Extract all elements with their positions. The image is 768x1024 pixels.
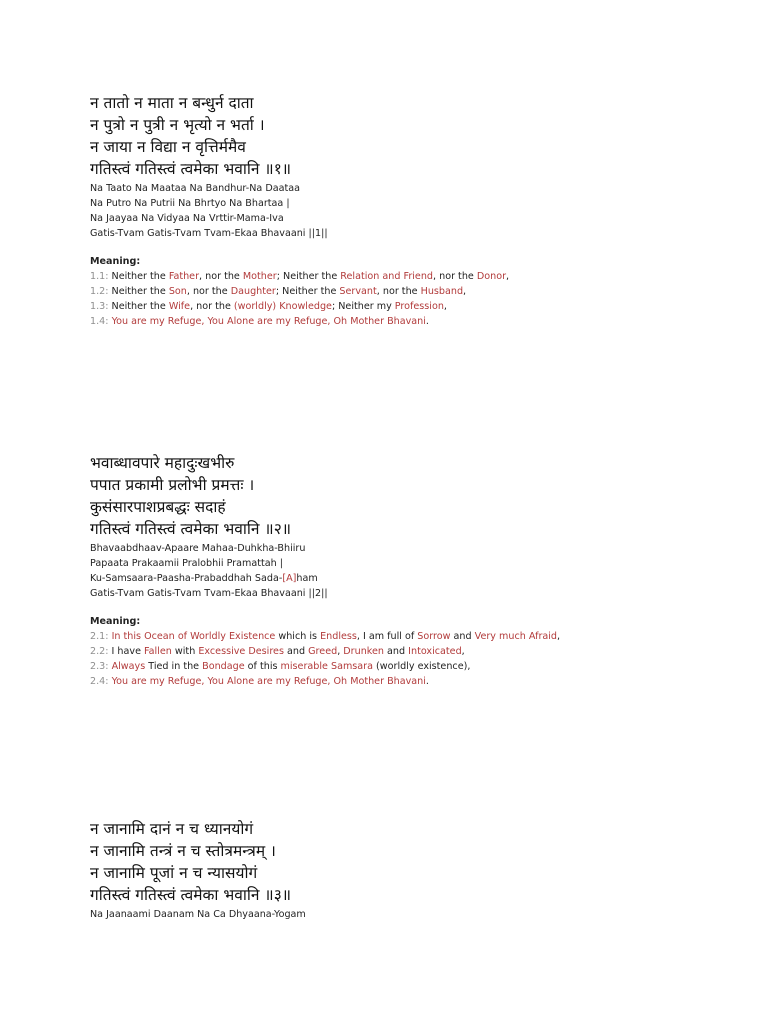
plain-text: Neither the [108,286,169,297]
plain-text: , nor the [199,271,243,282]
meaning-heading: Meaning: [90,616,141,627]
verse-1 [90,92,750,329]
meanings-list [90,629,750,689]
line-number: 2.1: [90,631,109,642]
plain-text: of this [244,661,281,672]
highlighted-text: You are my Refuge, You Alone are my Refuge, Oh Mother Bhavani [111,676,426,687]
meaning-line [90,284,750,299]
plain-text: , [337,646,344,657]
meaning-line [90,269,750,284]
highlighted-text: miserable Samsara [280,661,373,672]
highlighted-text: Donor [476,271,507,282]
highlighted-text: Sorrow [417,631,451,642]
meaning-line [90,314,750,329]
highlighted-text: Husband [420,286,464,297]
highlighted-text: Always [111,661,146,672]
highlighted-text: Profession [394,301,444,312]
sanskrit-line: गतिस्त्वं गतिस्त्वं त्वमेका भवानि ॥२॥ [90,520,292,538]
transliteration-line: Na Jaayaa Na Vidyaa Na Vrttir-Mama-Iva [90,213,284,224]
line-number: 2.4: [90,676,109,687]
plain-text: and [384,646,409,657]
highlighted-text: In this Ocean of Worldly Existence [111,631,276,642]
transliteration-line: Na Taato Na Maataa Na Bandhur-Na Daataa [90,183,300,194]
transliteration-line: Bhavaabdhaav-Apaare Mahaa-Duhkha-Bhiiru [90,543,306,554]
plain-text: which is [275,631,321,642]
meaning-line [90,644,750,659]
sanskrit-block [90,92,750,180]
line-number: 1.2: [90,286,109,297]
plain-text: . [425,316,429,327]
line-number: 2.2: [90,646,109,657]
plain-text: ham [296,573,318,584]
plain-text: and [283,646,309,657]
meaning-line [90,299,750,314]
sanskrit-block [90,818,750,906]
line-number: 1.3: [90,301,109,312]
sanskrit-line: पपात प्रकामी प्रलोभी प्रमत्तः । [90,476,255,494]
plain-text: Neither the [108,271,169,282]
sanskrit-line: न तातो न माता न बन्धुर्न दाता [90,94,254,112]
plain-text: Ku-Samsaara-Paasha-Prabaddhah Sada- [90,573,283,584]
sanskrit-line: गतिस्त्वं गतिस्त्वं त्वमेका भवानि ॥३॥ [90,886,292,904]
plain-text: ; Neither the [276,271,341,282]
meaning-line [90,629,750,644]
plain-text: , [443,301,447,312]
meaning-line [90,674,750,689]
plain-text: , [463,286,467,297]
meaning-line [90,659,750,674]
meaning-heading: Meaning: [90,256,141,267]
highlighted-text: Servant [339,286,377,297]
highlighted-text: Mother [242,271,277,282]
sanskrit-line: न जानामि पूजां न च न्यासयोगं [90,864,258,882]
plain-text: . [425,676,429,687]
highlighted-text: [A] [282,573,297,584]
plain-text: ; Neither the [275,286,340,297]
highlighted-text: Endless [320,631,357,642]
plain-text: , [461,646,465,657]
plain-text: , [506,271,510,282]
sanskrit-line: न जानामि दानं न च ध्यानयोगं [90,820,254,838]
highlighted-text: Father [168,271,200,282]
transliteration-line: Na Putro Na Putrii Na Bhrtyo Na Bhartaa | [90,198,290,209]
sanskrit-line: न पुत्रो न पुत्री न भृत्यो न भर्ता । [90,116,265,134]
line-number: 2.3: [90,661,109,672]
plain-text: , nor the [376,286,421,297]
line-number: 1.4: [90,316,109,327]
highlighted-text: Son [168,286,187,297]
highlighted-text: Fallen [144,646,172,657]
transliteration-block [90,181,750,241]
plain-text: , I am full of [356,631,418,642]
plain-text: and [450,631,475,642]
sanskrit-block [90,452,750,540]
plain-text: , [557,631,561,642]
transliteration-block [90,907,750,922]
transliteration-block [90,541,750,601]
highlighted-text: Excessive Desires [198,646,284,657]
highlighted-text: Bondage [202,661,245,672]
plain-text: Neither the [108,301,169,312]
highlighted-text: Wife [168,301,191,312]
transliteration-line: Papaata Prakaamii Pralobhii Pramattah | [90,558,284,569]
highlighted-text: (worldly) Knowledge [233,301,332,312]
highlighted-text: Drunken [343,646,384,657]
plain-text: , nor the [433,271,477,282]
verse-2 [90,452,750,689]
meanings-list [90,269,750,329]
plain-text: ; Neither my [331,301,395,312]
highlighted-text: Intoxicated [408,646,462,657]
transliteration-line [90,571,750,586]
transliteration-line: Gatis-Tvam Gatis-Tvam Tvam-Ekaa Bhavaani ||2|| [90,588,328,599]
sanskrit-line: भवाब्धावपारे महादुःखभीरु [90,454,235,472]
sanskrit-line: कुसंसारपाशप्रबद्धः सदाहं [90,498,226,516]
highlighted-text: You are my Refuge, You Alone are my Refuge, Oh Mother Bhavani [111,316,426,327]
highlighted-text: Relation and Friend [340,271,434,282]
plain-text: Tied in the [145,661,203,672]
highlighted-text: Daughter [230,286,276,297]
plain-text: with [171,646,199,657]
sanskrit-line: गतिस्त्वं गतिस्त्वं त्वमेका भवानि ॥१॥ [90,160,292,178]
highlighted-text: Greed [308,646,338,657]
sanskrit-line: न जाया न विद्या न वृत्तिर्ममैव [90,138,246,156]
highlighted-text: Very much Afraid [474,631,558,642]
plain-text: , nor the [190,301,234,312]
sanskrit-line: न जानामि तन्त्रं न च स्तोत्रमन्त्रम् । [90,842,276,860]
verse-3 [90,818,750,922]
transliteration-line: Gatis-Tvam Gatis-Tvam Tvam-Ekaa Bhavaani ||1|| [90,228,328,239]
transliteration-line: Na Jaanaami Daanam Na Ca Dhyaana-Yogam [90,909,306,920]
plain-text: I have [108,646,145,657]
plain-text: , nor the [186,286,231,297]
plain-text: (worldly existence), [373,661,471,672]
line-number: 1.1: [90,271,109,282]
